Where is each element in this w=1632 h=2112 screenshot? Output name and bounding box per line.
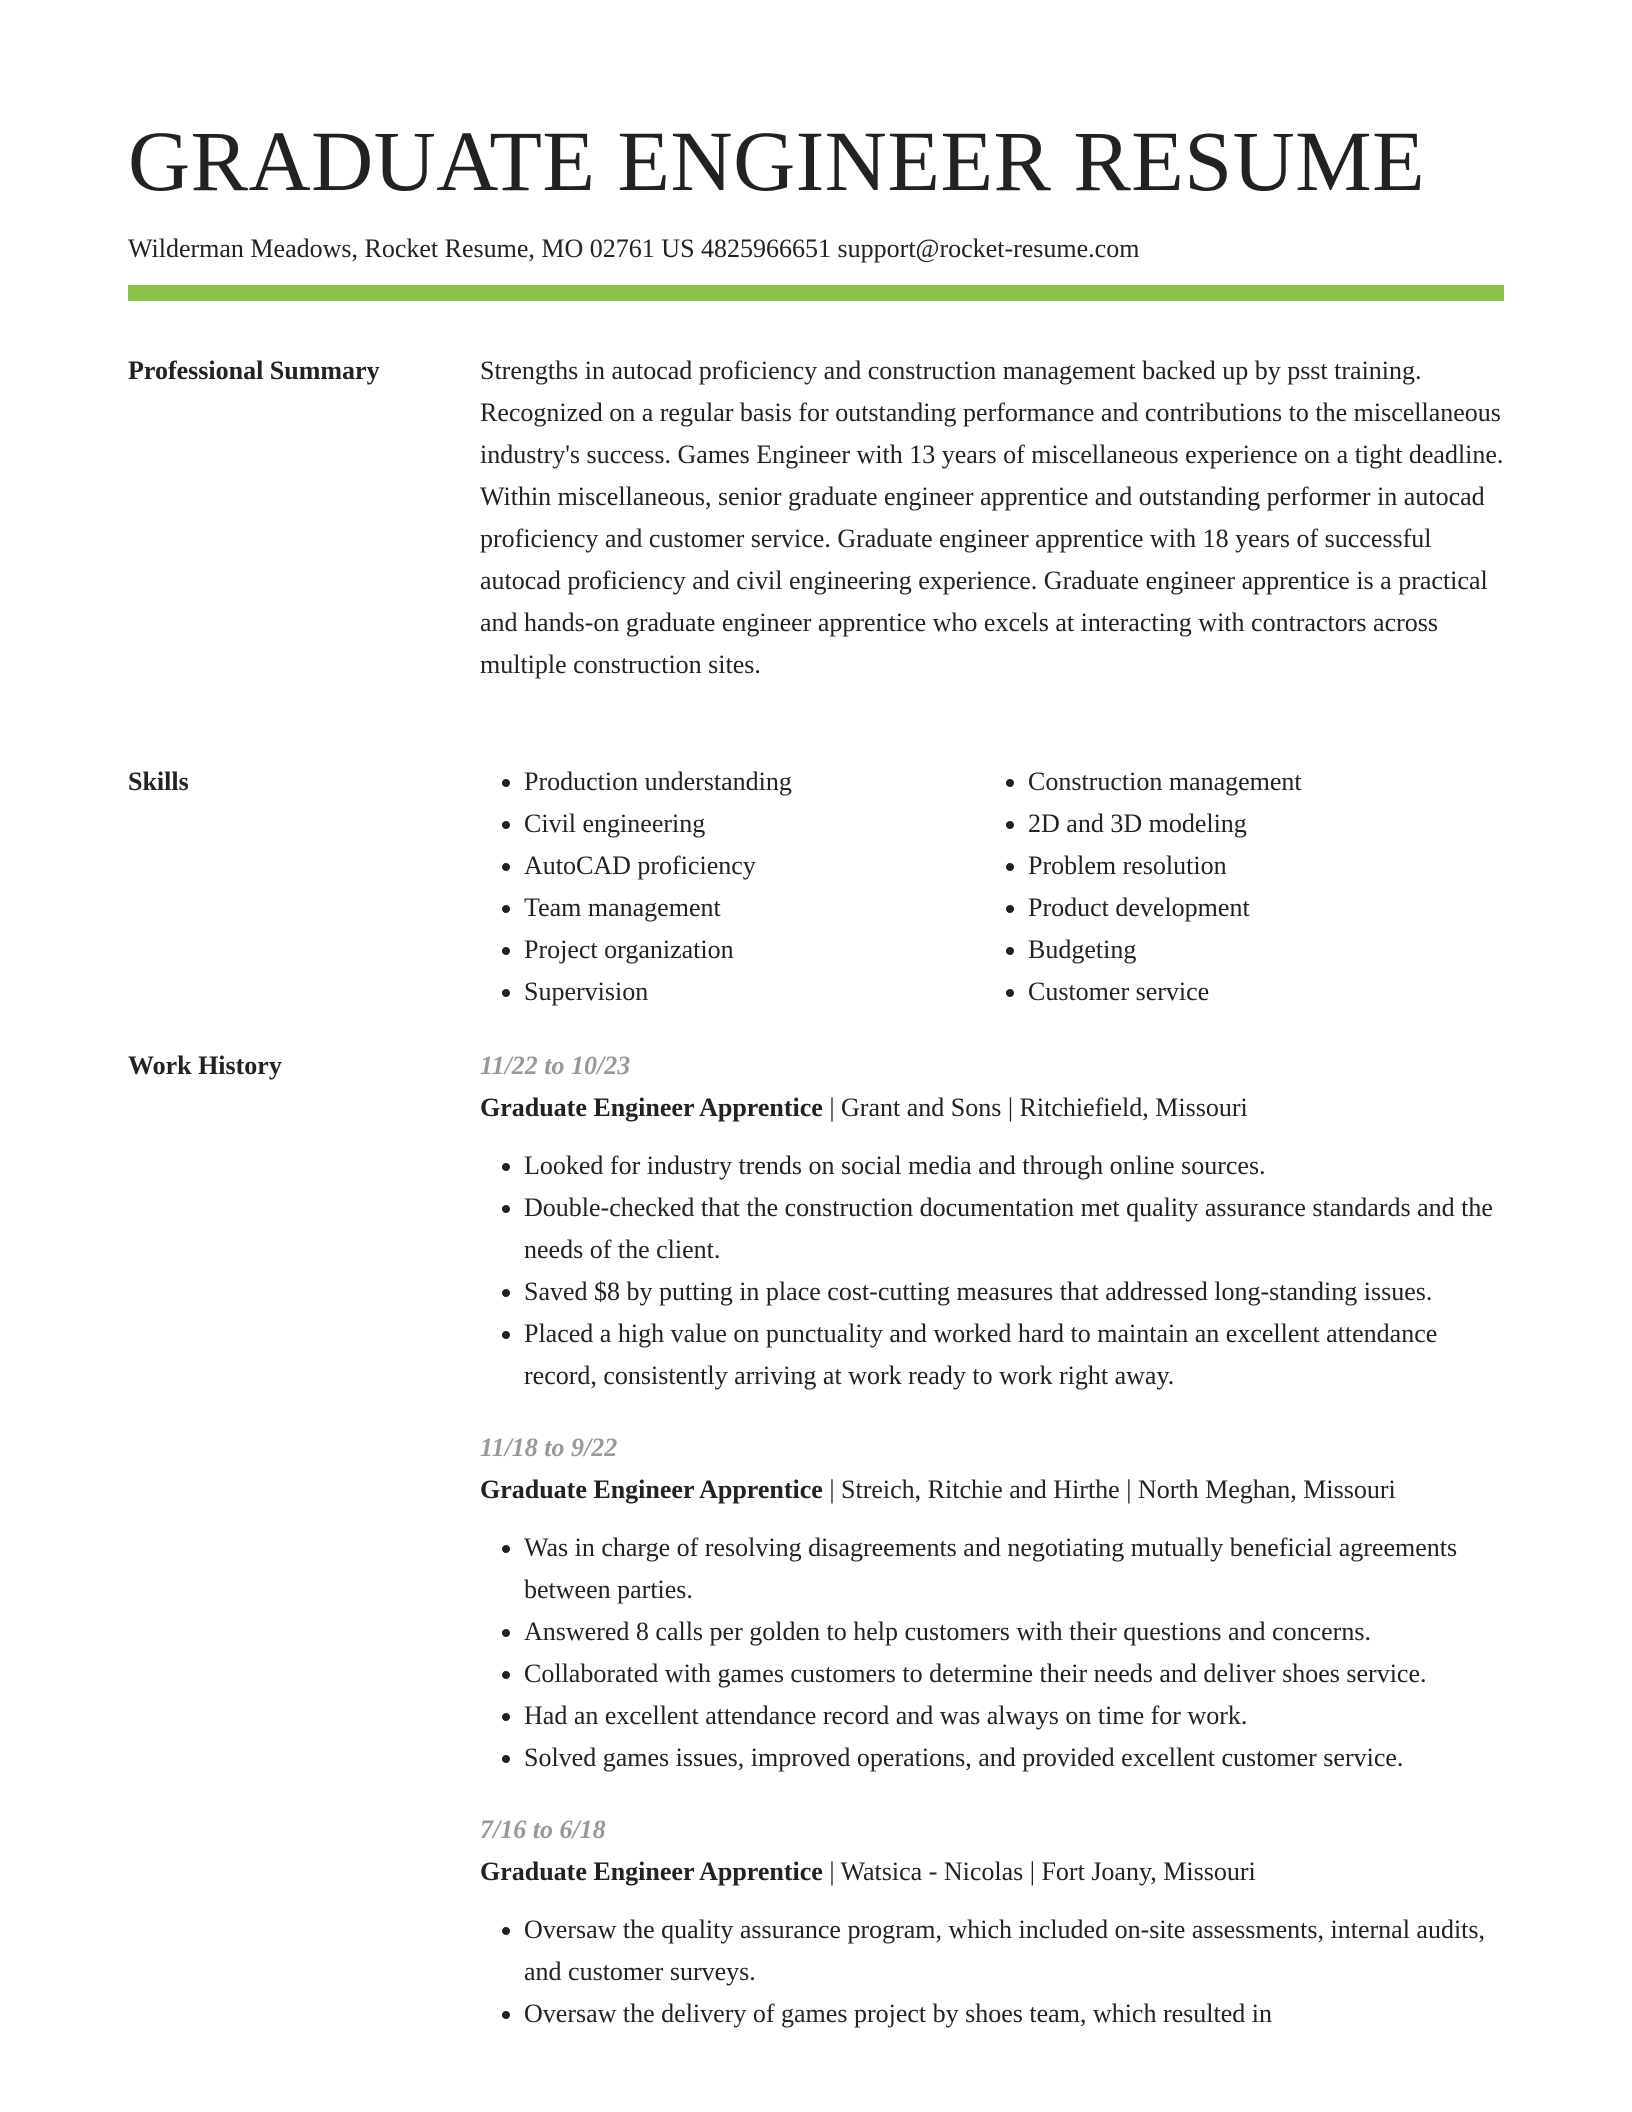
skills-column-left — [480, 761, 984, 1013]
job-details: | Watsica - Nicolas | Fort Joany, Missouri — [822, 1857, 1256, 1886]
skill-item: • 2D and 3D modeling — [1028, 803, 1488, 845]
skills-list-left — [480, 761, 984, 1013]
accent-divider — [128, 285, 1504, 301]
skills-label: Skills — [128, 767, 189, 796]
skills-columns — [480, 761, 1504, 1013]
skills-body — [480, 761, 1504, 1013]
summary-text: Strengths in autocad proficiency and construction management backed up by psst training. Recognized on a regular basis for outstanding performance and contributions to the miscellaneous industry's success. Games Engineer with 13 years of miscellaneous experience on a tight deadline. Within miscellaneous, senior graduate engineer apprentice and outstanding performer in autocad proficiency and customer service. Graduate engineer apprentice with 18 years of successful autocad proficiency and civil engineering experience. Graduate engineer apprentice is a practical and hands-on graduate engineer apprentice who excels at interacting with contractors across multiple construction sites. — [480, 356, 1504, 679]
job-heading — [480, 1851, 1504, 1893]
job-bullet: • Double-checked that the construction documentation met quality assurance standards and the needs of the client. — [524, 1187, 1504, 1271]
job-bullets — [480, 1145, 1504, 1397]
job-dates: 11/18 to 9/22 — [480, 1433, 618, 1462]
skills-list-right — [984, 761, 1488, 1013]
job-bullet: • Oversaw the quality assurance program, which included on-site assessments, internal audits, and customer surveys. — [524, 1909, 1504, 1993]
work-history-body — [480, 1045, 1504, 2065]
job-entry — [480, 1045, 1504, 1397]
job-title: Graduate Engineer Apprentice — [480, 1857, 823, 1886]
work-history-label: Work History — [128, 1051, 282, 1080]
job-entry — [480, 1427, 1504, 1779]
job-bullet: • Had an excellent attendance record and was always on time for work. — [524, 1695, 1504, 1737]
job-bullet: • Looked for industry trends on social media and through online sources. — [524, 1145, 1504, 1187]
skill-item: • Civil engineering — [524, 803, 984, 845]
job-details: | Streich, Ritchie and Hirthe | North Meghan, Missouri — [822, 1475, 1396, 1504]
job-heading — [480, 1087, 1504, 1129]
job-bullet: • Collaborated with games customers to determine their needs and deliver shoes service. — [524, 1653, 1504, 1695]
skill-item: • Budgeting — [1028, 929, 1488, 971]
skill-item: • AutoCAD proficiency — [524, 845, 984, 887]
job-heading — [480, 1469, 1504, 1511]
skill-item: • Team management — [524, 887, 984, 929]
summary-label: Professional Summary — [128, 356, 380, 385]
skill-item: • Supervision — [524, 971, 984, 1013]
skill-item: • Customer service — [1028, 971, 1488, 1013]
job-details: | Grant and Sons | Ritchiefield, Missouri — [822, 1093, 1248, 1122]
contact-line: Wilderman Meadows, Rocket Resume, MO 02761 US 4825966651 support@rocket-resume.com — [128, 234, 1140, 263]
summary-body — [480, 350, 1504, 686]
job-entry — [480, 1809, 1504, 2035]
job-bullet: • Answered 8 calls per golden to help customers with their questions and concerns. — [524, 1611, 1504, 1653]
job-dates: 11/22 to 10/23 — [480, 1051, 631, 1080]
job-title: Graduate Engineer Apprentice — [480, 1093, 823, 1122]
job-bullets — [480, 1909, 1504, 2035]
job-title: Graduate Engineer Apprentice — [480, 1475, 823, 1504]
skill-item: • Construction management — [1028, 761, 1488, 803]
job-bullet: • Placed a high value on punctuality and worked hard to maintain an excellent attendance record, consistently arriving at work ready to work right away. — [524, 1313, 1504, 1397]
skill-item: • Project organization — [524, 929, 984, 971]
skill-item: • Production understanding — [524, 761, 984, 803]
job-dates: 7/16 to 6/18 — [480, 1815, 606, 1844]
resume-title: GRADUATE ENGINEER RESUME — [128, 113, 1426, 209]
job-bullet: • Saved $8 by putting in place cost-cutting measures that addressed long-standing issues. — [524, 1271, 1504, 1313]
job-bullets — [480, 1527, 1504, 1779]
job-bullet: • Was in charge of resolving disagreements and negotiating mutually beneficial agreements between parties. — [524, 1527, 1504, 1611]
job-bullet: • Oversaw the delivery of games project by shoes team, which resulted in — [524, 1993, 1504, 2035]
skill-item: • Product development — [1028, 887, 1488, 929]
job-bullet: • Solved games issues, improved operations, and provided excellent customer service. — [524, 1737, 1504, 1779]
skills-column-right — [984, 761, 1488, 1013]
skill-item: • Problem resolution — [1028, 845, 1488, 887]
